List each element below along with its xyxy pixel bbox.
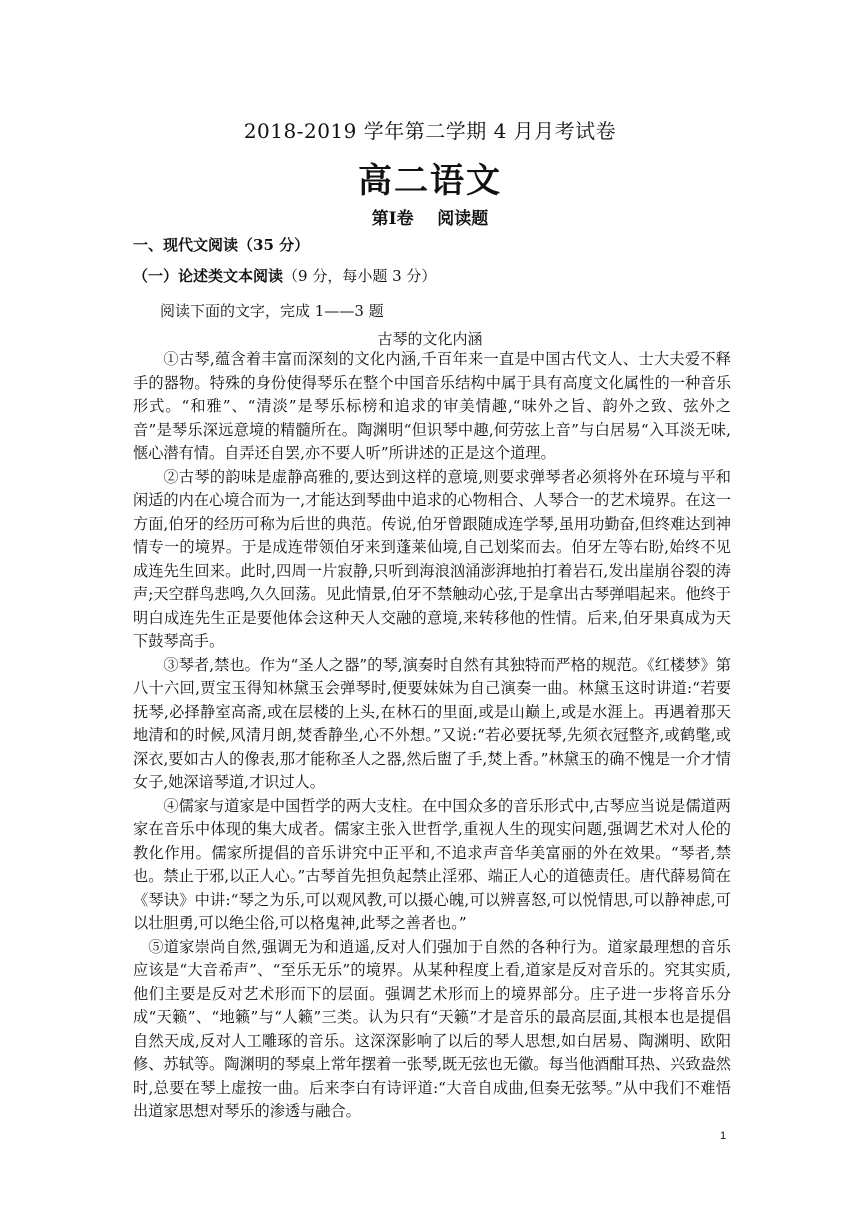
page-number: 1 bbox=[720, 1130, 727, 1142]
article-body bbox=[133, 348, 731, 1124]
article-paragraph: ②古琴的韵味是虚静高雅的,要达到这样的意境,则要求弹琴者必须将外在环境与平和闲适的内在心境合而为一,才能达到琴曲中追求的心物相合、人琴合一的艺术境界。在这一方面,伯牙的经历可称为后世的典范。传说,伯牙曾跟随成连学琴,虽用功勤奋,但终难达到神情专一的境界。于是成连带领伯牙来到蓬莱仙境,自己划桨而去。伯牙左等右盼,始终不见成连先生回来。此时,四周一片寂静,只听到海浪汹涌澎湃地拍打着岩石,发出崖崩谷裂的涛声;天空群鸟悲鸣,久久回荡。见此情景,伯牙不禁触动心弦,于是拿出古琴弹唱起来。他终于明白成连先生正是要他体会这种天人交融的意境,来转移他的性情。后来,伯牙果真成为天下鼓琴高手。 bbox=[133, 467, 731, 650]
article-title: 古琴的文化内涵 bbox=[377, 330, 483, 348]
subsection-title: （一）论述类文本阅读 bbox=[133, 267, 284, 285]
exam-title: 2018-2019 学年第二学期 4 月月考试卷 bbox=[243, 119, 617, 143]
section-heading: 一、现代文阅读（35 分） bbox=[133, 236, 310, 254]
subsection-heading bbox=[133, 265, 436, 286]
part-heading: 第Ⅰ卷 阅读题 bbox=[371, 209, 489, 229]
subsection-note: （9 分，每小题 3 分） bbox=[283, 267, 437, 285]
reading-instruction: 阅读下面的文字，完成 1——3 题 bbox=[160, 302, 384, 320]
subject-title: 高二语文 bbox=[358, 161, 502, 201]
article-paragraph: ④儒家与道家是中国哲学的两大支柱。在中国众多的音乐形式中,古琴应当说是儒道两家在音乐中体现的集大成者。儒家主张入世哲学,重视人生的现实问题,强调艺术对人伦的教化作用。儒家所提倡的音乐讲究中正平和,不追求声音华美富丽的外在效果。“琴者,禁也。禁止于邪,以正人心。”古琴首先担负起禁止淫邪、端正人心的道德责任。唐代薛易简在《琴诀》中讲:“琴之为乐,可以观风教,可以摄心魄,可以辨喜怒,可以悦情思,可以静神虑,可以壮胆勇,可以绝尘俗,可以格鬼神,此琴之善者也。” bbox=[133, 796, 731, 932]
article-paragraph: ①古琴,蕴含着丰富而深刻的文化内涵,千百年来一直是中国古代文人、士大夫爱不释手的器物。特殊的身份使得琴乐在整个中国音乐结构中属于具有高度文化属性的一种音乐形式。“和雅”、“清淡”是琴乐标榜和追求的审美情趣,“味外之旨、韵外之致、弦外之音”是琴乐深远意境的精髓所在。陶渊明“但识琴中趣,何劳弦上音”与白居易“入耳淡无味,惬心潜有情。自弄还自罢,亦不要人听”所讲述的正是这个道理。 bbox=[133, 350, 731, 462]
article-paragraph: ⑤道家崇尚自然,强调无为和逍遥,反对人们强加于自然的各种行为。道家最理想的音乐应该是“大音希声”、“至乐无乐”的境界。从某种程度上看,道家是反对音乐的。究其实质,他们主要是反对艺术形而下的层面。强调艺术形而上的境界部分。庄子进一步将音乐分成“天籁”、“地籁”与“人籁”三类。认为只有“天籁”才是音乐的最高层面,其根本也是提倡自然天成,反对人工雕琢的音乐。这深深影响了以后的琴人思想,如白居易、陶渊明、欧阳修、苏轼等。陶渊明的琴桌上常年摆着一张琴,既无弦也无徽。每当他酒酣耳热、兴致盎然时,总要在琴上虚按一曲。后来李白有诗评道:“大音自成曲,但奏无弦琴。”从中我们不难悟出道家思想对琴乐的渗透与融合。 bbox=[133, 937, 731, 1120]
article-paragraph: ③琴者,禁也。作为“圣人之器”的琴,演奏时自然有其独特而严格的规范。《红楼梦》第八十六回,贾宝玉得知林黛玉会弹琴时,便要妹妹为自己演奏一曲。林黛玉这时讲道:“若要抚琴,必择静室高斋,或在层楼的上头,在林石的里面,或是山巅上,或是水涯上。再遇着那天地清和的时候,风清月朗,焚香静坐,心不外想。”又说:“若必要抚琴,先须衣冠整齐,或鹤氅,或深衣,要如古人的像表,那才能称圣人之器,然后盥了手,焚上香。”林黛玉的确不愧是一介才情女子,她深谙琴道,才识过人。 bbox=[133, 655, 731, 791]
